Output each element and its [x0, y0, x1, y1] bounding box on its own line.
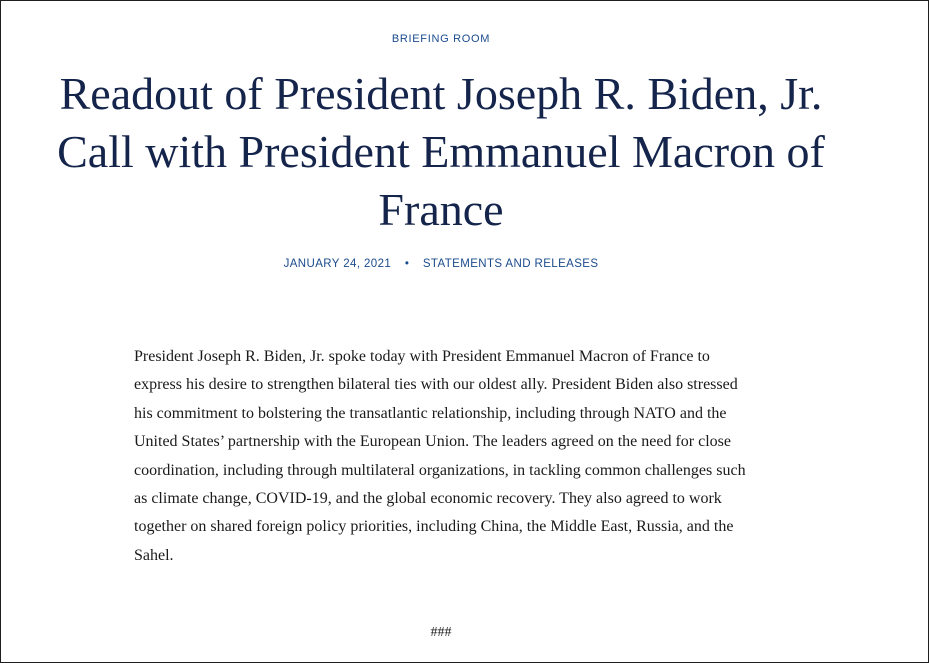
- end-mark: ###: [430, 625, 452, 640]
- article-body: President Joseph R. Biden, Jr. spoke today with President Emmanuel Macron of France to express his desire to strengthen bilateral ties with our oldest ally. President Biden also stressed his commitment to bolstering the transatlantic relationship, including through NATO and the United States’ partnership with the European Union. The leaders agreed on the need for close coordination, including through multilateral organizations, in tackling common challenges such as climate change, COVID-19, and the global economic recovery. They also agreed to work together on shared foreign policy priorities, including China, the Middle East, Russia, and the Sahel.: [134, 348, 746, 564]
- breadcrumb-briefing-room[interactable]: BRIEFING ROOM: [391, 33, 491, 45]
- page-title: Readout of President Joseph R. Biden, Jr. Call with President Emmanuel Macron of France: [57, 68, 825, 235]
- category-link[interactable]: STATEMENTS AND RELEASES: [422, 258, 599, 270]
- meta-separator: •: [404, 258, 410, 270]
- article-meta: [1, 258, 881, 270]
- publish-date: JANUARY 24, 2021: [283, 258, 392, 270]
